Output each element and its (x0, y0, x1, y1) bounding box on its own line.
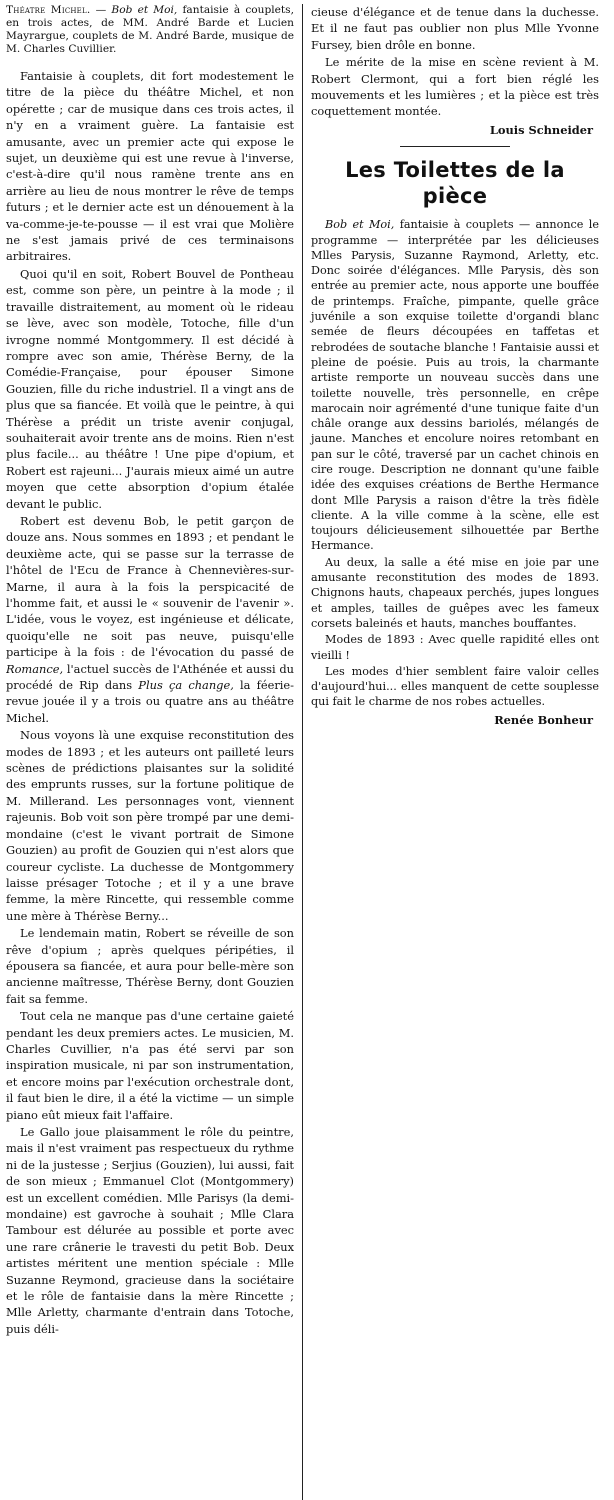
paragraph-4: Nous voyons là une exquise reconstitution des modes de 1893 ; et les auteurs ont pailleté leurs scènes de prédictions plaisantes sur la solidité des emprunts russes, sur la fortune politique de M. Millerand. Les personnages vont, viennent rajeunis. Bob voit son père trompé par une demi-mondaine (c'est le vivant portrait de Simone Gouzien) au profit de Gouzien qui n'est alors que coureur cycliste. La duchesse de Montgommery laisse présager Totoche ; et il y a une brave femme, la mère Rincette, qui ressemble comme une mère à Thérèse Berny... (6, 728, 294, 923)
section-title: Les Toilettes de la pièce (345, 158, 565, 209)
paragraph-5: Le lendemain matin, Robert se réveille de son rêve d'opium ; après quelques péripéties, il épousera sa fiancée, et aura pour belle-mère son ancienne maîtresse, Thérèse Berny, dont Gouzien fait sa femme. (6, 926, 294, 1006)
paragraph-1: Fantaisie à couplets, dit fort modestement le titre de la pièce du théâtre Michel, et non opérette ; car de musique dans ces trois actes, il n'y en a vraiment guère. La fantaisie est amusante, avec un premier acte qui expose le sujet, un deuxième qui est une revue à l'inverse, c'est-à-dire qu'il nous ramène trente ans en arrière au lieu de nous montrer le rêve de temps futurs ; et le dernier acte est un dénouement à la va-comme-je-te-pousse — il est vrai que Molière ne s'est jamais privé de ces terminaisons arbitraires. (6, 69, 294, 264)
continued-paragraph: cieuse d'élégance et de tenue dans la duchesse. Et il ne faut pas oublier non plus Mlle Yvonne Fursey, bien drôle en bonne. (311, 5, 599, 52)
signature-renee-bonheur: Renée Bonheur (494, 712, 593, 727)
review-header: Théatre Michel. — Bob et Moi, fantaisie à couplets, en trois actes, de MM. André Barde et Lucien Mayrargue, couplets de M. André Barde, musique de M. Charles Cuvillier. (6, 4, 294, 55)
paragraph-3 (6, 513, 294, 726)
play-credits: fantaisie à couplets, en trois actes, de MM. André Barde et Lucien Mayrargue, couplets de M. André Barde, musique de M. Charles Cuvillier. (6, 4, 294, 55)
left-column (6, 4, 302, 1500)
title-romance: Romance, (6, 661, 64, 676)
staging-paragraph: Le mérite de la mise en scène revient à M. Robert Clermont, qui a fort bien réglé les mouvements et les lumières ; et la pièce est très coquettement montée. (311, 55, 599, 119)
paragraph-6: Tout cela ne manque pas d'une certaine gaieté pendant les deux premiers actes. Le musicien, M. Charles Cuvillier, n'a pas été servi par son inspiration musicale, ni par son instrumentation, et encore moins par l'exécution orchestrale dont, il faut bien le dire, il a été la victime — un simple piano eût mieux fait l'affaire. (6, 1009, 294, 1122)
toilettes-paragraph-3: Modes de 1893 : Avec quelle rapidité elles ont vieilli ! (311, 633, 599, 662)
signature-louis-schneider: Louis Schneider (489, 122, 593, 137)
paragraph-3-part-b: l'actuel succès de l'Athénée et aussi du procédé de Rip dans (6, 661, 294, 693)
paragraph-3-part-c: la féerie-revue jouée il y a trois ou quatre ans au théâtre Michel. (6, 678, 295, 725)
paragraph-2: Quoi qu'il en soit, Robert Bouvel de Pontheau est, comme son père, un peintre à la mode ; il travaille distraitement, au moment où le rideau se lève, avec son modèle, Totoche, fille d'un ivrogne nommé Montgommery. Il est décidé à rompre avec son amie, Thérèse Berny, de la Comédie-Française, pour épouser Simone Gouzien, fille du riche industriel. Il a vingt ans de plus que sa fiancée. Et voilà que le peintre, à qui Thérèse a prédit un triste avenir conjugal, souhaiterait avoir trente ans de moins. Rien n'est plus facile... au théâtre ! Une pipe d'opium, et Robert est rajeuni... J'aurais mieux aimé un autre moyen que cette absorption d'opium étalée devant le public. (6, 266, 294, 511)
toilettes-paragraph-1-text: fantaisie à couplets — annonce le programme — interprétée par les délicieuses Mlles Parysis, Suzanne Raymond, Arletty, etc. Donc soirée d'élégances. Mlle Parysis, dès son entrée au premier acte, nous apporte une bouffée de printemps. Fraîche, pimpante, quelle grâce juvénile a son exquise toilette d'organdi blanc semée de fleurs découpées en taffetas et rebrodées de soutache blanche ! Fantaisie aussi et pleine de poésie. Puis au trois, la charmante artiste remporte un nouveau succès dans une toilette nouvelle, très personnelle, en crêpe marocain noir agrémenté d'une tunique faite d'un châle orange aux dessins bariolés, mélangés de jaune. Manches et encolure noires retombant en pan sur le côté, traversé par un cachet chinois en cire rouge. Description ne donnant qu'une faible idée des exquises créations de Berthe Hermance dont Mlle Parysis a raison d'être la très fidèle cliente. A la ville comme à la scène, elle est toujours délicieusement silhouettée par Berthe Hermance. (311, 218, 599, 553)
title-plus-ca-change: Plus ça change, (138, 678, 234, 693)
toilettes-paragraph-1 (311, 217, 599, 554)
toilettes-paragraph-4: Les modes d'hier semblent faire valoir celles d'aujourd'hui... elles manquent de cette souplesse qui fait le charme de nos robes actuelles. (311, 664, 599, 709)
toilettes-article (311, 217, 599, 710)
paragraph-3-part-a: Robert est devenu Bob, le petit garçon de douze ans. Nous sommes en 1893 ; et pendant le deuxième acte, qui se passe sur la terrasse de l'hôtel de l'Ecu de France à Chennevières-sur-Marne, il aura à la fois la perspicacité de l'homme fait, et aussi le « souvenir de l'avenir ». L'idée, vous le voyez, est ingénieuse et délicate, quoiqu'elle ne soit pas neuve, puisqu'elle participe à la fois : de l'évocation du passé de (6, 513, 294, 660)
toilettes-paragraph-2: Au deux, la salle a été mise en joie par une amusante reconstitution des modes de 1893. Chignons hauts, chapeaux perchés, jupes longues et amples, tailles de guêpes avec les fameux corsets baleinés et hauts, manches bouffantes. (311, 555, 599, 630)
section-divider (400, 146, 510, 147)
play-title: Bob et Moi, (111, 4, 178, 16)
paragraph-7: Le Gallo joue plaisamment le rôle du peintre, mais il n'est vraiment pas respectueux du rythme ni de la justesse ; Serjius (Gouzien), lui aussi, fait de son mieux ; Emmanuel Clot (Montgommery) est un excellent comédien. Mlle Parisys (la demi-mondaine) est gavroche à souhait ; Mlle Clara Tambour est délurée au possible et porte avec une rare crânerie le travesti du petit Bob. Deux artistes méritent une mention spéciale : Mlle Suzanne Reymond, gracieuse dans la sociétaire et le rôle de fantaisie dans la mère Rincette ; Mlle Arletty, charmante d'entrain dans Totoche, puis déli- (6, 1125, 294, 1336)
toilettes-play-title: Bob et Moi, (325, 218, 395, 232)
right-column (303, 4, 599, 1500)
theatre-name: Théatre Michel. (6, 4, 91, 16)
